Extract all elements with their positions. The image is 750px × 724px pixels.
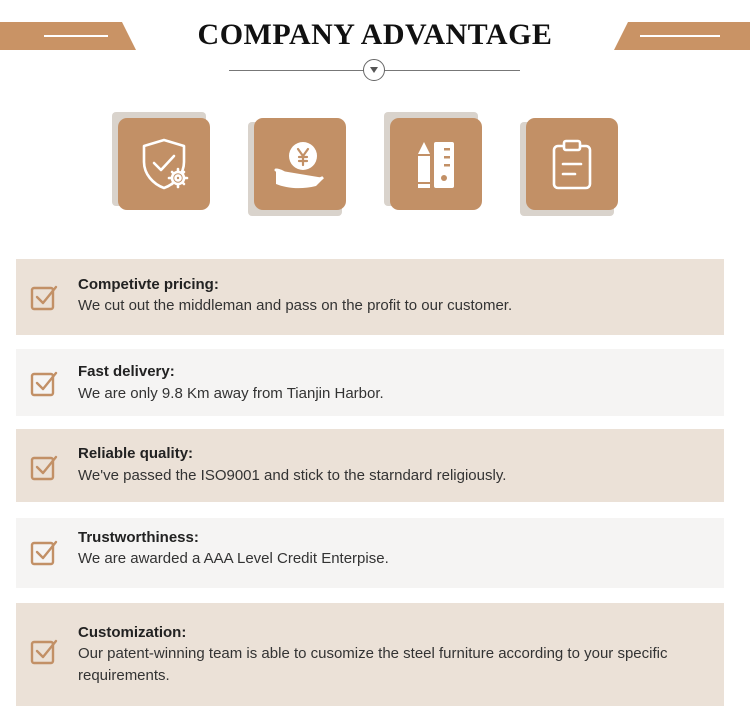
advantage-text: We've passed the ISO9001 and stick to the starndard religiously. <box>78 467 507 484</box>
advantage-row-trust <box>16 518 724 588</box>
checkbox-check-icon <box>30 538 58 566</box>
advantage-heading: Reliable quality: <box>78 445 194 462</box>
advantage-heading: Trustworthiness: <box>78 529 199 546</box>
page-title: COMPANY ADVANTAGE <box>197 18 553 51</box>
advantage-heading: Competivte pricing: <box>78 276 219 293</box>
icon-tile-quality <box>112 112 216 216</box>
shield-gear-icon <box>134 134 194 194</box>
icon-tile-document <box>520 112 624 216</box>
icon-tile-design <box>384 112 488 216</box>
pencil-ruler-icon <box>406 134 466 194</box>
advantage-row-customization <box>16 603 724 706</box>
advantage-text: We cut out the middleman and pass on the profit to our customer. <box>78 297 513 314</box>
advantage-row-quality <box>16 429 724 502</box>
chevron-down-icon <box>363 59 385 81</box>
advantage-text: Our patent-winning team is able to cusomize the steel furniture according to your specific requirements. <box>78 645 668 684</box>
advantage-row-delivery <box>16 349 724 416</box>
advantage-row-pricing <box>16 259 724 335</box>
advantage-text: We are awarded a AAA Level Credit Enterpise. <box>78 550 389 567</box>
yen-coin-hand-icon <box>270 134 330 194</box>
advantage-heading: Fast delivery: <box>78 363 175 380</box>
checkbox-check-icon <box>30 369 58 397</box>
checkbox-check-icon <box>30 637 58 665</box>
advantage-heading: Customization: <box>78 624 187 641</box>
icon-tile-pricing <box>248 112 352 216</box>
advantage-text: We are only 9.8 Km away from Tianjin Harbor. <box>78 385 384 402</box>
clipboard-icon <box>542 134 602 194</box>
checkbox-check-icon <box>30 283 58 311</box>
checkbox-check-icon <box>30 453 58 481</box>
